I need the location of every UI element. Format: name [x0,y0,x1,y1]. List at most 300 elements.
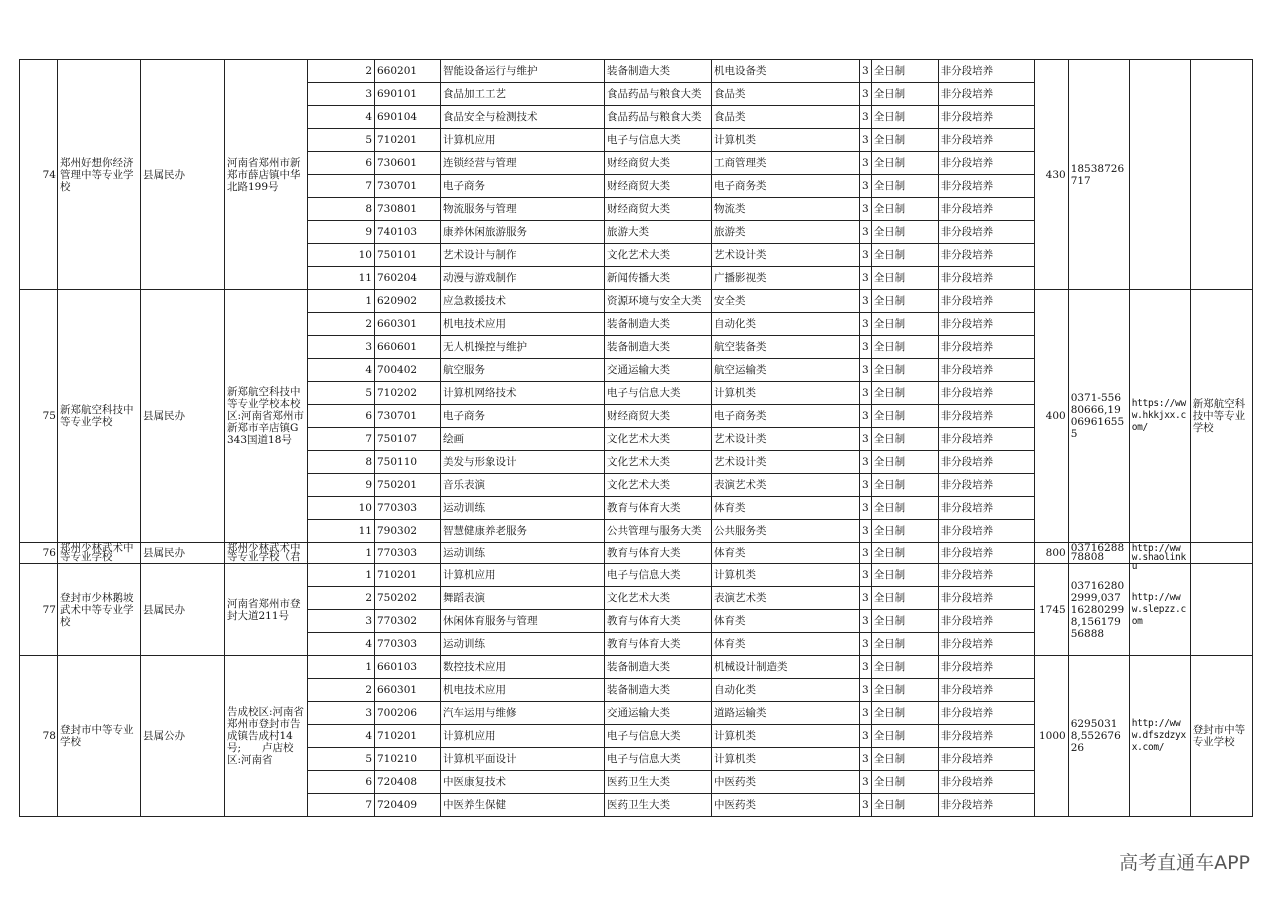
contact-phone [1068,656,1129,817]
major-subcategory: 机械设计制造类 [712,656,860,679]
contact-phone [1068,543,1129,564]
watermark: 高考直通车APP [1119,852,1250,874]
major-code: 660103 [375,656,441,679]
major-code: 720409 [375,794,441,817]
major-subcategory: 食品类 [712,83,860,106]
contact-phone [1068,290,1129,543]
major-subcategory: 艺术设计类 [712,244,860,267]
major-subcategory: 体育类 [712,497,860,520]
study-years: 3 [860,520,872,543]
study-years: 3 [860,725,872,748]
major-seq: 9 [308,474,375,497]
major-seq: 3 [308,83,375,106]
major-category: 文化艺术大类 [605,587,712,610]
table-row [20,290,1253,313]
school-address: 河南省郑州市新郑市薛店镇中华北路199号 [225,60,308,290]
table-row [20,564,1253,587]
major-subcategory: 体育类 [712,610,860,633]
study-years: 3 [860,336,872,359]
major-subcategory: 中医药类 [712,771,860,794]
major-subcategory: 机电设备类 [712,60,860,83]
training-mode: 非分段培养 [938,474,1034,497]
table-row [20,656,1253,679]
major-name: 机电技术应用 [441,679,605,702]
major-name: 美发与形象设计 [441,451,605,474]
contact-phone-text: 037162802999,037162802998,15617956888 [1070,579,1125,640]
major-code: 660201 [375,60,441,83]
major-code: 730601 [375,152,441,175]
study-mode: 全日制 [871,267,938,290]
training-mode: 非分段培养 [938,520,1034,543]
major-subcategory: 中医药类 [712,794,860,817]
school-name: 郑州好想你经济管理中等专业学校 [58,60,141,290]
major-name: 电子商务 [441,405,605,428]
contact-phone-text: 62950318,55267626 [1070,718,1121,754]
major-seq: 10 [308,244,375,267]
study-mode: 全日制 [871,382,938,405]
training-mode: 非分段培养 [938,175,1034,198]
major-code: 750107 [375,428,441,451]
study-mode: 全日制 [871,497,938,520]
study-mode: 全日制 [871,520,938,543]
major-category: 装备制造大类 [605,336,712,359]
major-name: 物流服务与管理 [441,198,605,221]
enrollment-table [19,59,1253,817]
major-category: 装备制造大类 [605,679,712,702]
major-code: 760204 [375,267,441,290]
school-type: 县属民办 [141,543,225,564]
school-note [1190,60,1252,290]
major-category: 电子与信息大类 [605,725,712,748]
study-mode: 全日制 [871,359,938,382]
major-name: 电子商务 [441,175,605,198]
major-code: 660601 [375,336,441,359]
major-subcategory: 自动化类 [712,313,860,336]
major-seq: 2 [308,679,375,702]
enroll-plan: 430 [1034,60,1068,290]
major-subcategory: 电子商务类 [712,175,860,198]
major-code: 660301 [375,313,441,336]
study-mode: 全日制 [871,474,938,497]
training-mode: 非分段培养 [938,587,1034,610]
school-name-text: 郑州少林武术中等专业学校 [60,542,134,563]
major-category: 财经商贸大类 [605,405,712,428]
major-category: 电子与信息大类 [605,382,712,405]
major-subcategory: 广播影视类 [712,267,860,290]
training-mode: 非分段培养 [938,267,1034,290]
major-category: 文化艺术大类 [605,428,712,451]
major-subcategory: 电子商务类 [712,405,860,428]
major-subcategory: 工商管理类 [712,152,860,175]
major-code: 740103 [375,221,441,244]
major-name: 连锁经营与管理 [441,152,605,175]
major-name: 舞蹈表演 [441,587,605,610]
school-website [1129,60,1190,290]
study-mode: 全日制 [871,725,938,748]
major-name: 中医养生保健 [441,794,605,817]
major-subcategory: 计算机类 [712,564,860,587]
study-years: 3 [860,748,872,771]
major-subcategory: 航空装备类 [712,336,860,359]
contact-phone [1068,60,1129,290]
major-subcategory: 安全类 [712,290,860,313]
major-category: 文化艺术大类 [605,451,712,474]
major-seq: 7 [308,428,375,451]
school-no: 74 [20,60,58,290]
school-name: 登封市中等专业学校 [58,656,141,817]
major-subcategory: 体育类 [712,543,860,564]
enroll-plan: 1745 [1034,564,1068,656]
training-mode: 非分段培养 [938,336,1034,359]
major-code: 730701 [375,175,441,198]
school-no: 76 [20,543,58,564]
school-type: 县属民办 [141,564,225,656]
major-name: 动漫与游戏制作 [441,267,605,290]
study-years: 3 [860,587,872,610]
study-mode: 全日制 [871,679,938,702]
training-mode: 非分段培养 [938,451,1034,474]
major-category: 教育与体育大类 [605,610,712,633]
major-seq: 4 [308,633,375,656]
school-address: 新郑航空科技中等专业学校本校区:河南省郑州市新郑市辛店镇G343国道18号 [225,290,308,543]
study-mode: 全日制 [871,428,938,451]
study-years: 3 [860,198,872,221]
table-row [20,543,1253,564]
study-years: 3 [860,633,872,656]
study-mode: 全日制 [871,451,938,474]
major-name: 数控技术应用 [441,656,605,679]
major-category: 电子与信息大类 [605,748,712,771]
school-website-text: http://www.dfszdzyxx.com/ [1131,718,1186,753]
school-type: 县属民办 [141,60,225,290]
training-mode: 非分段培养 [938,564,1034,587]
major-category: 装备制造大类 [605,656,712,679]
major-name: 计算机应用 [441,725,605,748]
major-seq: 2 [308,60,375,83]
major-seq: 9 [308,221,375,244]
school-no: 75 [20,290,58,543]
training-mode: 非分段培养 [938,129,1034,152]
training-mode: 非分段培养 [938,497,1034,520]
major-category: 公共管理与服务大类 [605,520,712,543]
major-name: 航空服务 [441,359,605,382]
study-years: 3 [860,794,872,817]
major-category: 文化艺术大类 [605,474,712,497]
training-mode: 非分段培养 [938,382,1034,405]
major-code: 750202 [375,587,441,610]
major-code: 750201 [375,474,441,497]
major-subcategory: 体育类 [712,633,860,656]
major-seq: 6 [308,405,375,428]
training-mode: 非分段培养 [938,702,1034,725]
study-years: 3 [860,656,872,679]
school-website [1129,564,1190,656]
study-mode: 全日制 [871,290,938,313]
study-years: 3 [860,428,872,451]
major-category: 教育与体育大类 [605,633,712,656]
training-mode: 非分段培养 [938,656,1034,679]
school-type: 县属公办 [141,656,225,817]
study-mode: 全日制 [871,587,938,610]
major-seq: 5 [308,748,375,771]
training-mode: 非分段培养 [938,405,1034,428]
study-mode: 全日制 [871,748,938,771]
major-subcategory: 艺术设计类 [712,451,860,474]
major-category: 旅游大类 [605,221,712,244]
study-mode: 全日制 [871,564,938,587]
school-no: 78 [20,656,58,817]
major-seq: 6 [308,152,375,175]
study-mode: 全日制 [871,244,938,267]
major-name: 汽车运用与维修 [441,702,605,725]
study-years: 3 [860,129,872,152]
major-name: 运动训练 [441,543,605,564]
major-seq: 4 [308,106,375,129]
major-seq: 1 [308,564,375,587]
major-name: 智能设备运行与维护 [441,60,605,83]
study-years: 3 [860,451,872,474]
study-mode: 全日制 [871,336,938,359]
table-row [20,60,1253,83]
major-subcategory: 道路运输类 [712,702,860,725]
major-name: 运动训练 [441,633,605,656]
major-seq: 2 [308,313,375,336]
training-mode: 非分段培养 [938,428,1034,451]
study-years: 3 [860,175,872,198]
school-address [225,543,308,564]
training-mode: 非分段培养 [938,359,1034,382]
major-category: 装备制造大类 [605,313,712,336]
study-years: 3 [860,60,872,83]
major-category: 财经商贸大类 [605,198,712,221]
school-name: 新郑航空科技中等专业学校 [58,290,141,543]
major-code: 750110 [375,451,441,474]
major-category: 装备制造大类 [605,60,712,83]
major-category: 资源环境与安全大类 [605,290,712,313]
school-website-text: http://www.slepzz.com [1131,591,1186,627]
study-years: 3 [860,244,872,267]
major-subcategory: 计算机类 [712,129,860,152]
major-category: 财经商贸大类 [605,175,712,198]
major-seq: 4 [308,725,375,748]
enroll-plan: 400 [1034,290,1068,543]
major-name: 中医康复技术 [441,771,605,794]
major-seq: 7 [308,175,375,198]
study-mode: 全日制 [871,610,938,633]
major-code: 750101 [375,244,441,267]
major-name: 食品加工工艺 [441,83,605,106]
study-years: 3 [860,106,872,129]
study-years: 3 [860,610,872,633]
major-seq: 4 [308,359,375,382]
major-name: 机电技术应用 [441,313,605,336]
major-subcategory: 计算机类 [712,725,860,748]
school-address-text: 郑州少林武术中等专业学校（君 [227,542,301,563]
major-name: 应急救援技术 [441,290,605,313]
study-years: 3 [860,679,872,702]
study-mode: 全日制 [871,794,938,817]
major-name: 计算机应用 [441,129,605,152]
major-seq: 3 [308,610,375,633]
major-seq: 8 [308,198,375,221]
major-code: 790302 [375,520,441,543]
major-code: 720408 [375,771,441,794]
major-name: 音乐表演 [441,474,605,497]
training-mode: 非分段培养 [938,313,1034,336]
school-website [1129,543,1190,572]
study-years: 3 [860,474,872,497]
training-mode: 非分段培养 [938,794,1034,817]
study-mode: 全日制 [871,405,938,428]
study-mode: 全日制 [871,83,938,106]
training-mode: 非分段培养 [938,633,1034,656]
major-seq: 11 [308,267,375,290]
school-website [1129,290,1190,543]
study-years: 3 [860,497,872,520]
training-mode: 非分段培养 [938,198,1034,221]
major-name: 食品安全与检测技术 [441,106,605,129]
contact-phone [1068,564,1129,656]
major-seq: 5 [308,129,375,152]
major-subcategory: 表演艺术类 [712,474,860,497]
major-seq: 10 [308,497,375,520]
study-mode: 全日制 [871,106,938,129]
study-years: 3 [860,83,872,106]
major-code: 710210 [375,748,441,771]
major-category: 教育与体育大类 [605,543,712,564]
contact-phone-text: 0371628878808 [1070,542,1125,563]
major-subcategory: 公共服务类 [712,520,860,543]
major-category: 医药卫生大类 [605,771,712,794]
training-mode: 非分段培养 [938,83,1034,106]
training-mode: 非分段培养 [938,106,1034,129]
major-seq: 11 [308,520,375,543]
major-code: 620902 [375,290,441,313]
major-seq: 2 [308,587,375,610]
major-seq: 5 [308,382,375,405]
major-category: 交通运输大类 [605,359,712,382]
contact-phone-text: 0371-55680666,19069616555 [1070,392,1125,440]
major-seq: 8 [308,451,375,474]
school-address: 告成校区:河南省郑州市登封市告成镇告成村14号; 卢店校区:河南省 [225,656,308,817]
major-name: 休闲体育服务与管理 [441,610,605,633]
major-code: 770303 [375,497,441,520]
major-seq: 1 [308,543,375,564]
major-code: 770303 [375,633,441,656]
training-mode: 非分段培养 [938,748,1034,771]
training-mode: 非分段培养 [938,221,1034,244]
major-seq: 1 [308,656,375,679]
major-subcategory: 航空运输类 [712,359,860,382]
training-mode: 非分段培养 [938,543,1034,564]
school-note: 登封市中等专业学校 [1190,656,1252,817]
school-website [1129,656,1190,817]
major-category: 食品药品与粮食大类 [605,106,712,129]
major-code: 770302 [375,610,441,633]
study-years: 3 [860,267,872,290]
major-code: 700206 [375,702,441,725]
major-code: 710202 [375,382,441,405]
training-mode: 非分段培养 [938,725,1034,748]
school-name [58,543,141,564]
enroll-plan: 800 [1034,543,1068,564]
major-category: 医药卫生大类 [605,794,712,817]
major-code: 660301 [375,679,441,702]
study-mode: 全日制 [871,60,938,83]
study-mode: 全日制 [871,175,938,198]
study-years: 3 [860,543,872,564]
study-mode: 全日制 [871,771,938,794]
major-category: 食品药品与粮食大类 [605,83,712,106]
study-years: 3 [860,152,872,175]
major-subcategory: 计算机类 [712,382,860,405]
major-subcategory: 艺术设计类 [712,428,860,451]
study-years: 3 [860,359,872,382]
school-note [1190,564,1252,656]
major-subcategory: 物流类 [712,198,860,221]
major-code: 710201 [375,564,441,587]
training-mode: 非分段培养 [938,60,1034,83]
school-no: 77 [20,564,58,656]
major-name: 智慧健康养老服务 [441,520,605,543]
major-name: 计算机网络技术 [441,382,605,405]
study-mode: 全日制 [871,702,938,725]
major-subcategory: 食品类 [712,106,860,129]
major-subcategory: 自动化类 [712,679,860,702]
school-note [1190,543,1252,564]
major-category: 电子与信息大类 [605,129,712,152]
study-mode: 全日制 [871,543,938,564]
major-code: 770303 [375,543,441,564]
major-code: 690101 [375,83,441,106]
training-mode: 非分段培养 [938,679,1034,702]
major-name: 艺术设计与制作 [441,244,605,267]
major-name: 康养休闲旅游服务 [441,221,605,244]
major-name: 无人机操控与维护 [441,336,605,359]
major-category: 交通运输大类 [605,702,712,725]
major-subcategory: 计算机类 [712,748,860,771]
study-mode: 全日制 [871,152,938,175]
training-mode: 非分段培养 [938,610,1034,633]
major-name: 计算机平面设计 [441,748,605,771]
major-code: 710201 [375,129,441,152]
study-mode: 全日制 [871,221,938,244]
study-years: 3 [860,564,872,587]
school-name: 登封市少林鹅坡武术中等专业学校 [58,564,141,656]
major-name: 计算机应用 [441,564,605,587]
major-subcategory: 表演艺术类 [712,587,860,610]
major-seq: 3 [308,336,375,359]
school-type: 县属民办 [141,290,225,543]
training-mode: 非分段培养 [938,771,1034,794]
major-seq: 7 [308,794,375,817]
major-name: 绘画 [441,428,605,451]
major-code: 710201 [375,725,441,748]
study-mode: 全日制 [871,198,938,221]
study-years: 3 [860,771,872,794]
school-website-text: https://www.hkkjxx.com/ [1131,398,1186,433]
study-years: 3 [860,405,872,428]
major-name: 运动训练 [441,497,605,520]
school-note: 新郑航空科技中等专业学校 [1190,290,1252,543]
major-seq: 1 [308,290,375,313]
major-category: 教育与体育大类 [605,497,712,520]
study-years: 3 [860,290,872,313]
training-mode: 非分段培养 [938,152,1034,175]
study-years: 3 [860,702,872,725]
major-seq: 3 [308,702,375,725]
training-mode: 非分段培养 [938,244,1034,267]
